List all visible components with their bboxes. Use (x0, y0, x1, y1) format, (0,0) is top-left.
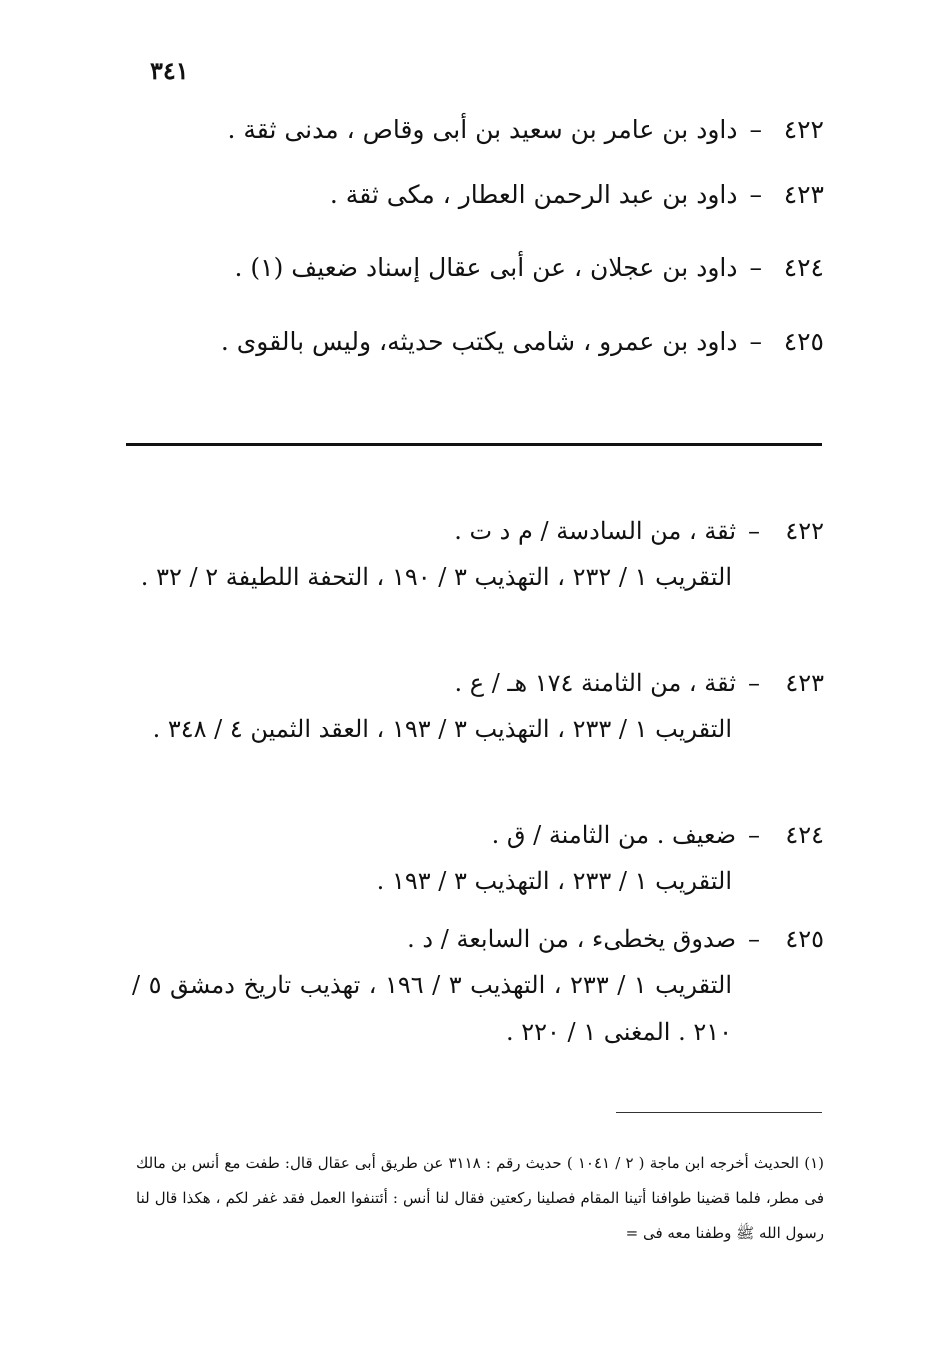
note-dash: – (748, 669, 760, 697)
note-422 (124, 508, 824, 601)
note-grade: ثقة ، من الثامنة ١٧٤ هـ / ع . (454, 669, 736, 697)
entry-425 (184, 326, 824, 358)
note-references: التقريب ١ / ٢٣٣ ، التهذيب ٣ / ١٩٣ . (376, 867, 732, 895)
note-references: التقريب ١ / ٢٣٣ ، التهذيب ٣ / ١٩٦ ، تهذيب تاريخ دمشق ٥ / ٢١٠ . المغنى ١ / ٢٢٠ . (132, 971, 733, 1046)
note-number: ٤٢٥ (785, 925, 824, 953)
entry-text: داود بن عبد الرحمن العطار ، مكى ثقة . (329, 180, 738, 209)
entry-dash: – (749, 115, 762, 144)
note-number: ٤٢٢ (785, 517, 824, 545)
footnote: (١) الحديث أخرجه ابن ماجة ( ٢ / ١٠٤١ ) حديث رقم : ٣١١٨ عن طريق أبى عقال قال: طفت مع أنس بن مالك فى مطر، فلما قضينا طوافنا أتينا المقام فصلينا ركعتين فقال لنا أنس : أئتنفوا العمل فقد غفر لكم ، هكذا قال لنا رسول الله ﷺ وطفنا معه فى = (136, 1154, 824, 1242)
note-references: التقريب ١ / ٢٣٢ ، التهذيب ٣ / ١٩٠ ، التحفة اللطيفة ٢ / ٣٢ . (140, 563, 732, 591)
note-number: ٤٢٤ (785, 821, 824, 849)
footnote-divider (616, 1112, 822, 1113)
page-number: ٣٤١ (150, 56, 189, 85)
entry-number: ٤٢٥ (783, 327, 824, 356)
entry-text: داود بن عجلان ، عن أبى عقال إسناد ضعيف (١) . (234, 253, 738, 282)
note-dash: – (748, 517, 760, 545)
entry-dash: – (749, 180, 762, 209)
section-divider (126, 443, 822, 446)
note-424 (124, 812, 824, 905)
entry-number: ٤٢٣ (783, 180, 824, 209)
note-grade: ضعيف . من الثامنة / ق . (491, 821, 736, 849)
entry-424 (184, 252, 824, 284)
entry-number: ٤٢٤ (783, 253, 824, 282)
entry-number: ٤٢٢ (783, 115, 824, 144)
entry-dash: – (749, 327, 762, 356)
note-dash: – (748, 925, 760, 953)
note-number: ٤٢٣ (785, 669, 824, 697)
note-grade: ثقة ، من السادسة / م د ت . (454, 517, 736, 545)
entry-dash: – (749, 253, 762, 282)
entry-text: داود بن عامر بن سعيد بن أبى وقاص ، مدنى ثقة . (227, 115, 738, 144)
note-grade: صدوق يخطىء ، من السابعة / د . (407, 925, 736, 953)
entry-422 (184, 114, 824, 146)
note-425 (124, 916, 824, 1056)
note-references: التقريب ١ / ٢٣٣ ، التهذيب ٣ / ١٩٣ ، العقد الثمين ٤ / ٣٤٨ . (152, 715, 732, 743)
entry-423 (184, 179, 824, 211)
note-423 (124, 660, 824, 753)
note-dash: – (748, 821, 760, 849)
entry-text: داود بن عمرو ، شامى يكتب حديثه، وليس بالقوى . (220, 327, 738, 356)
